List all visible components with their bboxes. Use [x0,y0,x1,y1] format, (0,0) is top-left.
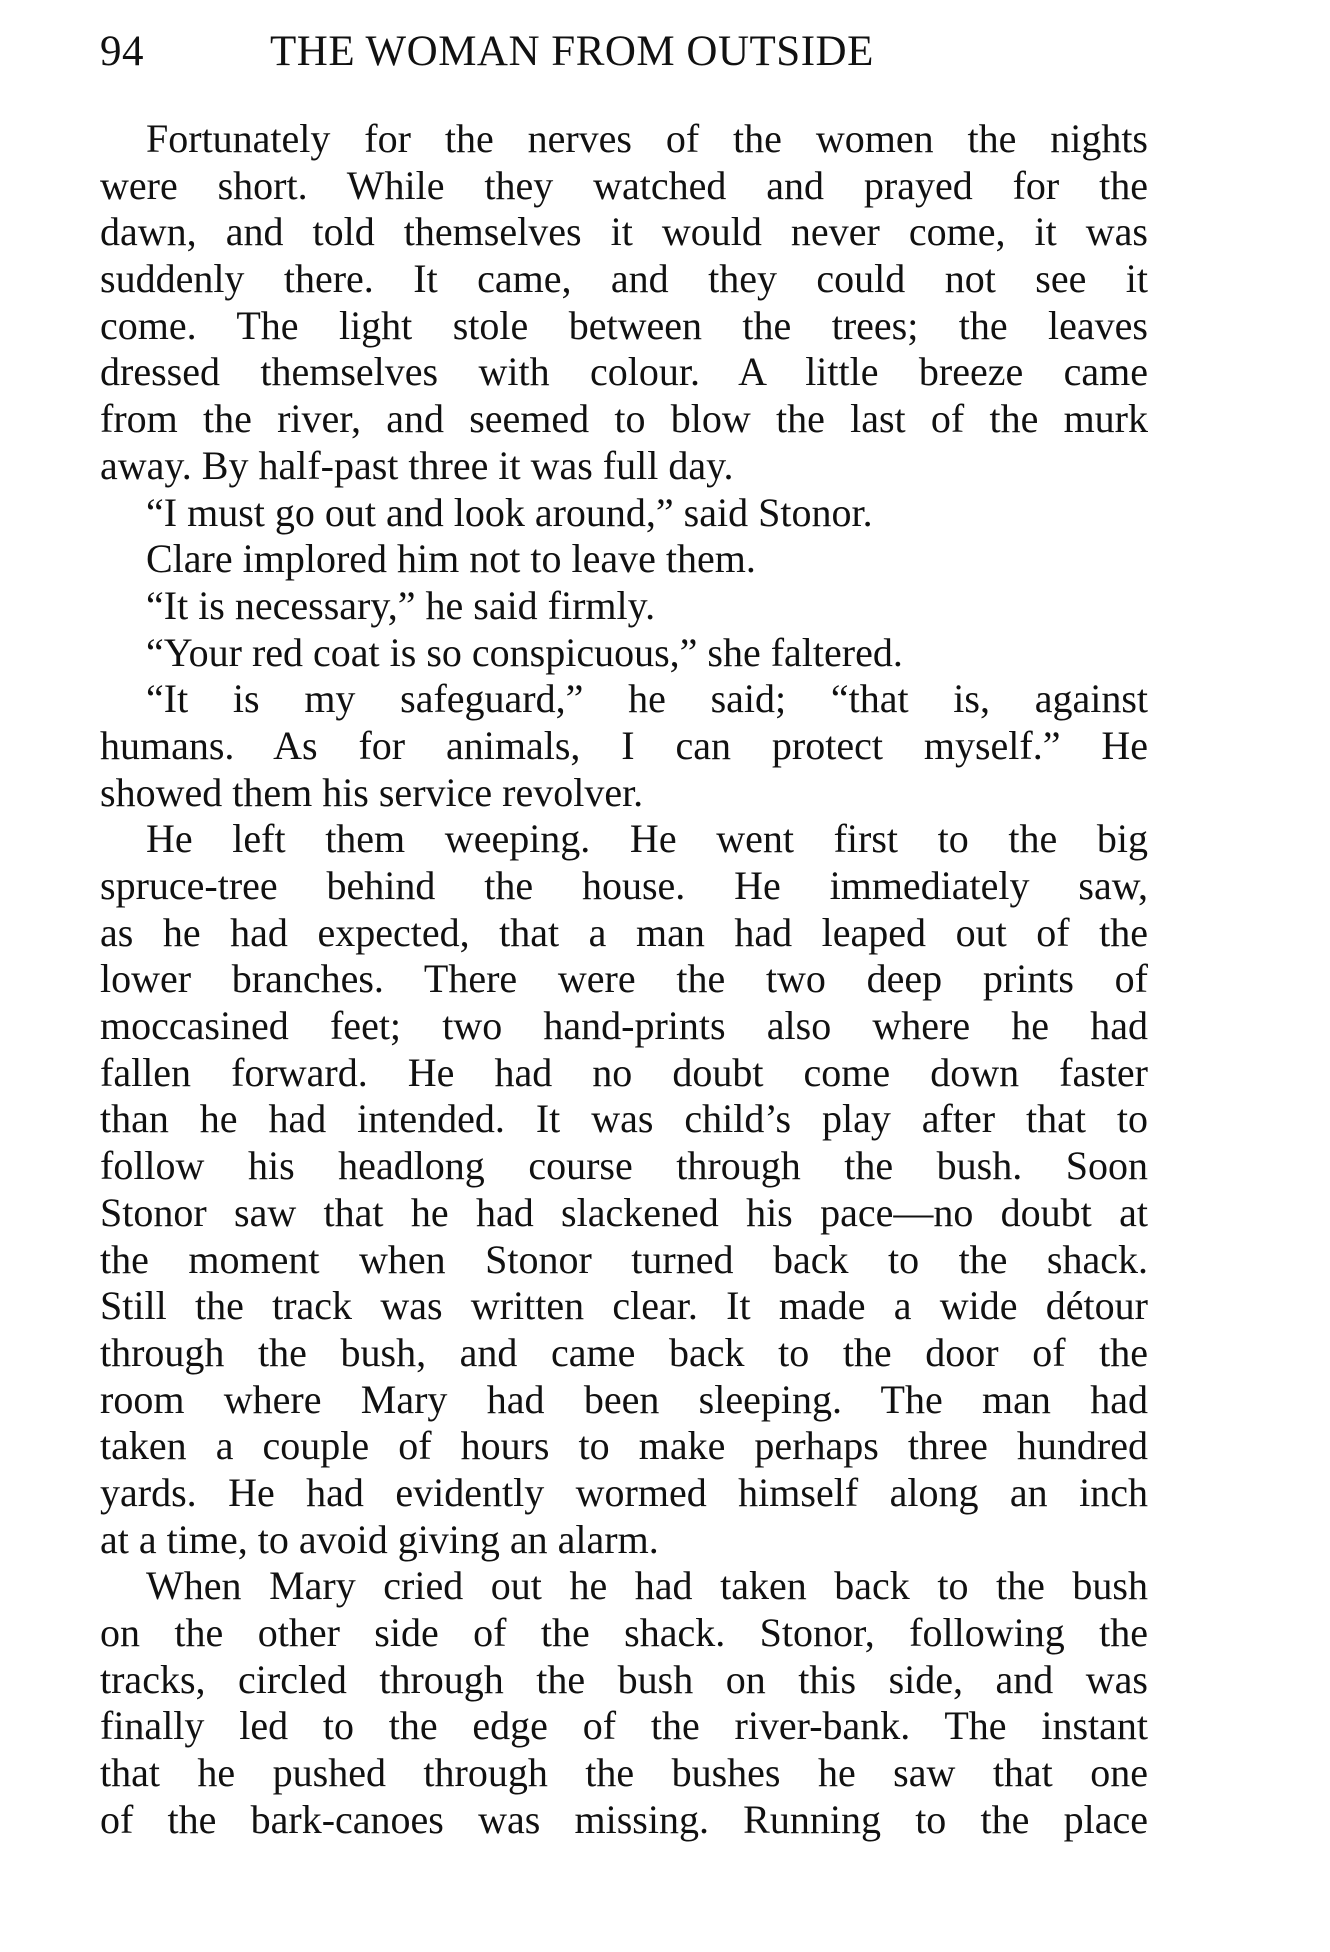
page-header [100,22,1160,82]
text-line: dawn, and told themselves it would never come, it was [100,209,1148,255]
text-line: “It is necessary,” he said firmly. [146,582,656,628]
running-title: THE WOMAN FROM OUTSIDE [270,28,874,75]
text-line: “It is my safeguard,” he said; “that is, against [146,676,1148,722]
text-line: finally led to the edge of the river-bank. The instant [100,1703,1148,1749]
text-line: on the other side of the shack. Stonor, following the [100,1610,1148,1655]
text-line: room where Mary had been sleeping. The man had [100,1376,1148,1422]
page-number: 94 [100,28,144,75]
text-line: of the bark-canoes was missing. Running to the place [100,1796,1148,1842]
text-line: through the bush, and came back to the door of the [100,1329,1148,1375]
text-line: He left them weeping. He went first to the big [146,816,1148,862]
text-line: Fortunately for the nerves of the women the nights [146,116,1148,161]
text-line: follow his headlong course through the bush. Soon [100,1143,1148,1189]
text-line: Still the track was written clear. It made a wide détour [100,1283,1148,1329]
text-line: come. The light stole between the trees; the leaves [100,302,1148,348]
text-line: Stonor saw that he had slackened his pace—no doubt at [100,1189,1148,1235]
text-line: the moment when Stonor turned back to the shack. [100,1236,1148,1282]
text-line: from the river, and seemed to blow the last of the murk [100,396,1148,442]
text-line: yards. He had evidently wormed himself along an inch [100,1469,1148,1515]
text-line: were short. While they watched and prayed for the [100,162,1148,208]
text-line: “I must go out and look around,” said Stonor. [146,489,873,535]
text-line: as he had expected, that a man had leaped out of the [100,909,1148,955]
body-text [100,116,1148,1843]
text-line: than he had intended. It was child’s play after that to [100,1096,1148,1142]
text-line: moccasined feet; two hand-prints also where he had [100,1003,1148,1049]
text-line: dressed themselves with colour. A little breeze came [100,349,1148,395]
text-line: humans. As for animals, I can protect myself.” He [100,722,1148,768]
text-line: Clare implored him not to leave them. [146,536,756,582]
text-line: that he pushed through the bushes he saw that one [100,1750,1148,1796]
text-line: taken a couple of hours to make perhaps three hundred [100,1423,1148,1469]
text-line: suddenly there. It came, and they could not see it [100,256,1148,302]
text-line: fallen forward. He had no doubt come down faster [100,1049,1148,1095]
text-line: spruce-tree behind the house. He immediately saw, [100,863,1148,908]
text-line: at a time, to avoid giving an alarm. [100,1516,659,1562]
text-line: tracks, circled through the bush on this side, and was [100,1656,1148,1702]
text-line: When Mary cried out he had taken back to the bush [146,1563,1148,1609]
text-line: lower branches. There were the two deep prints of [100,956,1148,1002]
text-line: away. By half-past three it was full day. [100,442,734,488]
text-line: “Your red coat is so conspicuous,” she faltered. [146,629,903,675]
text-line: showed them his service revolver. [100,769,644,815]
